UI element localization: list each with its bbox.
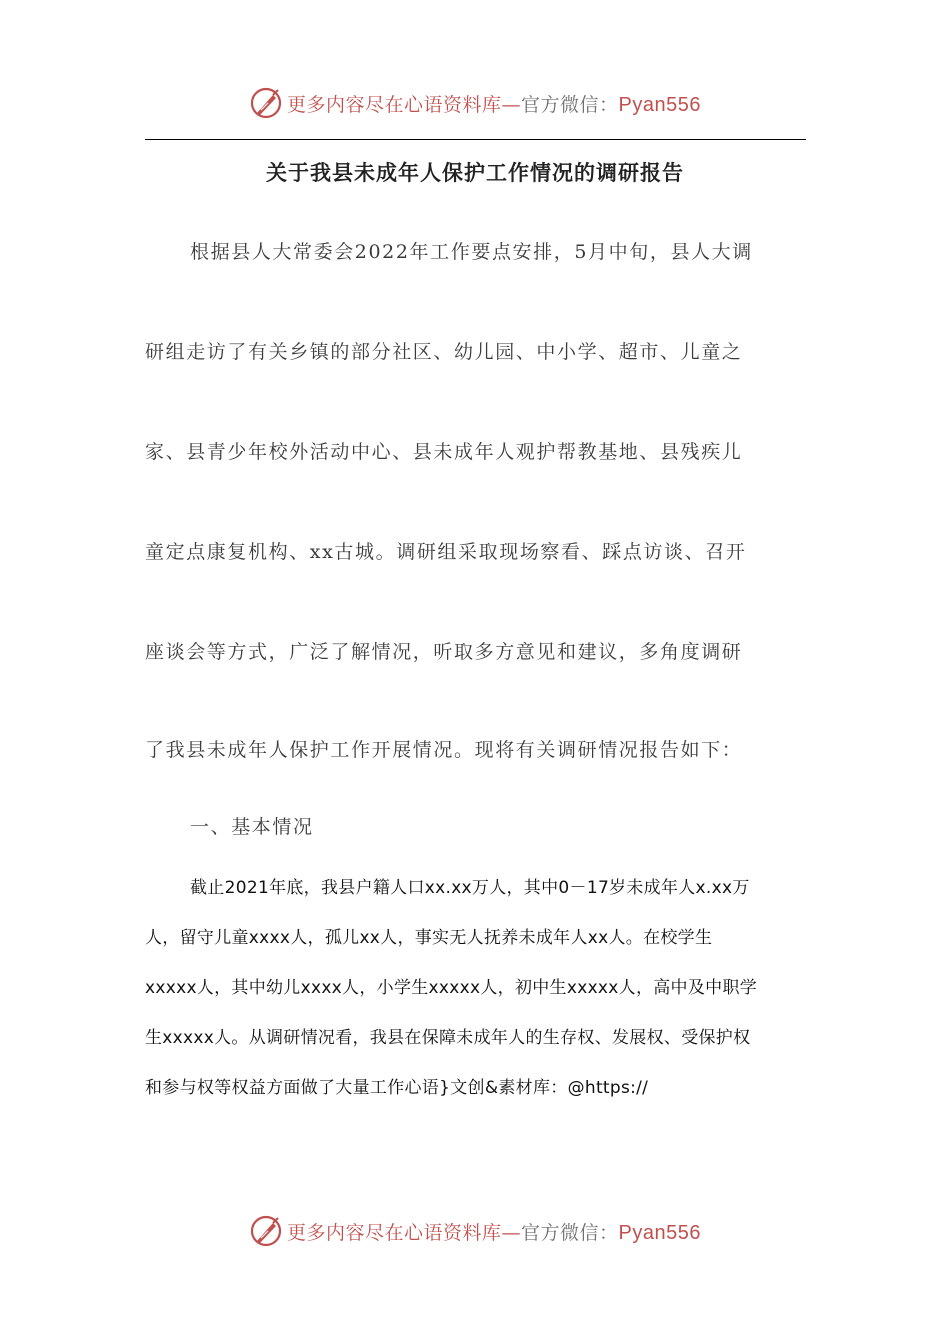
paragraph-line: 家、县青少年校外活动中心、县未成年人观护帮教基地、县残疾儿 <box>145 441 743 463</box>
paragraph-line: 生xxxxx人。从调研情况看，我县在保障未成年人的生存权、发展权、受保护权 <box>145 1028 751 1048</box>
paragraph-line: 童定点康复机构、xx古城。调研组采取现场察看、踩点访谈、召开 <box>145 541 747 563</box>
banner-text <box>287 1218 701 1245</box>
banner-dash: — <box>501 1221 522 1244</box>
banner-text <box>287 90 701 117</box>
document-title: 关于我县未成年人保护工作情况的调研报告 <box>266 160 684 185</box>
quill-pen-logo-icon <box>249 86 283 120</box>
banner-dash: — <box>501 93 522 116</box>
paragraph-line: 了我县未成年人保护工作开展情况。现将有关调研情况报告如下： <box>145 739 743 761</box>
paragraph-line: 截止2021年底，我县户籍人口xx.xx万人，其中0－17岁未成年人x.xx万 <box>190 878 750 898</box>
paragraph-line: 研组走访了有关乡镇的部分社区、幼儿园、中小学、超市、儿童之 <box>145 341 743 363</box>
banner-wechat-label: 官方微信： <box>521 93 619 116</box>
paragraph-line: xxxxx人，其中幼儿xxxx人，小学生xxxxx人，初中生xxxxx人，高中及中职学 <box>145 978 758 998</box>
banner-wechat-id: Pyan556 <box>618 1221 701 1244</box>
banner-main-text: 更多内容尽在心语资料库 <box>287 93 502 116</box>
paragraph-line: 和参与权等权益方面做了大量工作心语}文创&素材库：@https:// <box>145 1078 649 1098</box>
paragraph-line: 根据县人大常委会2022年工作要点安排，5月中旬，县人大调 <box>190 241 753 263</box>
paragraph-line: 人，留守儿童xxxx人，孤儿xx人，事实无人抚养未成年人xx人。在校学生 <box>145 928 713 948</box>
banner-wechat-label: 官方微信： <box>521 1221 619 1244</box>
quill-pen-logo-icon <box>249 1214 283 1248</box>
header-rule <box>145 139 806 140</box>
section-heading: 一、基本情况 <box>190 816 314 838</box>
header-banner <box>0 83 950 123</box>
footer-banner <box>0 1211 950 1251</box>
paragraph-line: 座谈会等方式，广泛了解情况，听取多方意见和建议，多角度调研 <box>145 641 743 663</box>
banner-wechat-id: Pyan556 <box>618 93 701 116</box>
banner-main-text: 更多内容尽在心语资料库 <box>287 1221 502 1244</box>
